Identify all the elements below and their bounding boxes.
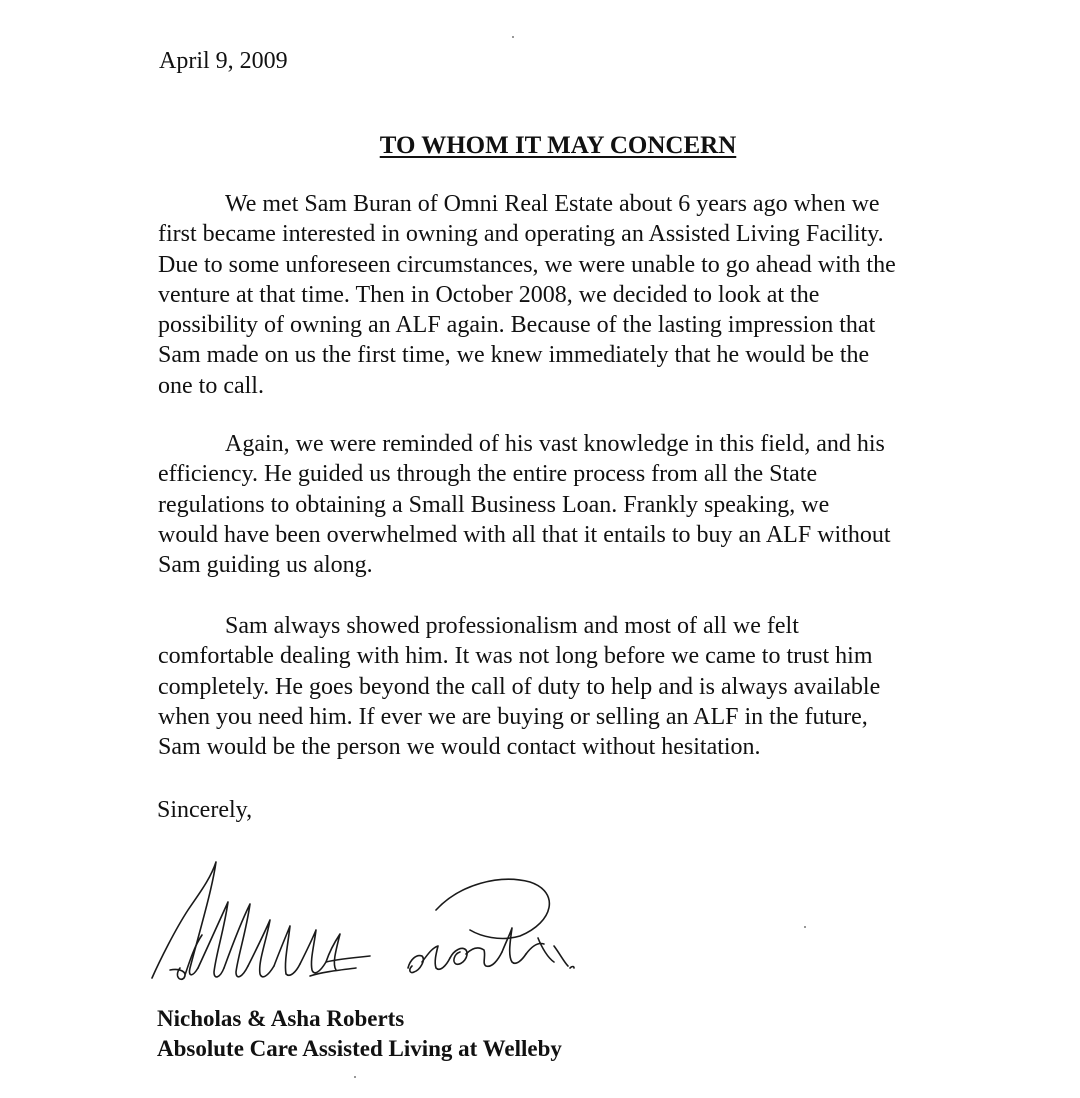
signature-image — [140, 850, 600, 1000]
paragraph-line: regulations to obtaining a Small Business Loan. Frankly speaking, we — [158, 491, 830, 518]
paragraph-line: first became interested in owning and operating an Assisted Living Facility. — [158, 221, 884, 248]
body-paragraph-2 — [158, 429, 968, 580]
paragraph-line: Sam made on us the first time, we knew immediately that he would be the — [158, 342, 870, 369]
paragraph-line: efficiency. He guided us through the entire process from all the State — [158, 461, 818, 488]
paragraph-line: venture at that time. Then in October 2008, we decided to look at the — [158, 281, 820, 308]
scan-speck — [354, 1076, 356, 1078]
paragraph-line: Sam guiding us along. — [158, 552, 373, 579]
paragraph-line: Due to some unforeseen circumstances, we were unable to go ahead with the — [158, 251, 896, 278]
signer-organization: Absolute Care Assisted Living at Welleby — [157, 1036, 562, 1061]
paragraph-line: Sam always showed professionalism and most of all we felt — [225, 613, 799, 639]
signer-block — [157, 1004, 562, 1064]
paragraph-line: Sam would be the person we would contact without hesitation. — [158, 734, 761, 761]
letter-closing: Sincerely, — [157, 797, 253, 823]
paragraph-line: one to call. — [158, 372, 264, 399]
signer-name: Nicholas & Asha Roberts — [157, 1006, 405, 1031]
letter-heading: TO WHOM IT MAY CONCERN — [379, 132, 737, 159]
paragraph-line: We met Sam Buran of Omni Real Estate about 6 years ago when we — [225, 191, 880, 217]
paragraph-line: possibility of owning an ALF again. Because of the lasting impression that — [158, 312, 876, 339]
paragraph-line: would have been overwhelmed with all that it entails to buy an ALF without — [158, 521, 891, 548]
paragraph-line: Again, we were reminded of his vast knowledge in this field, and his — [225, 431, 885, 457]
paragraph-line: completely. He goes beyond the call of duty to help and is always available — [158, 673, 881, 700]
scan-speck — [512, 36, 514, 38]
paragraph-line: when you need him. If ever we are buying or selling an ALF in the future, — [158, 703, 868, 730]
body-paragraph-1 — [158, 189, 968, 401]
letter-date: April 9, 2009 — [159, 48, 288, 74]
scan-speck — [804, 926, 806, 928]
paragraph-line: comfortable dealing with him. It was not long before we came to trust him — [158, 643, 873, 670]
body-paragraph-3 — [158, 611, 968, 762]
